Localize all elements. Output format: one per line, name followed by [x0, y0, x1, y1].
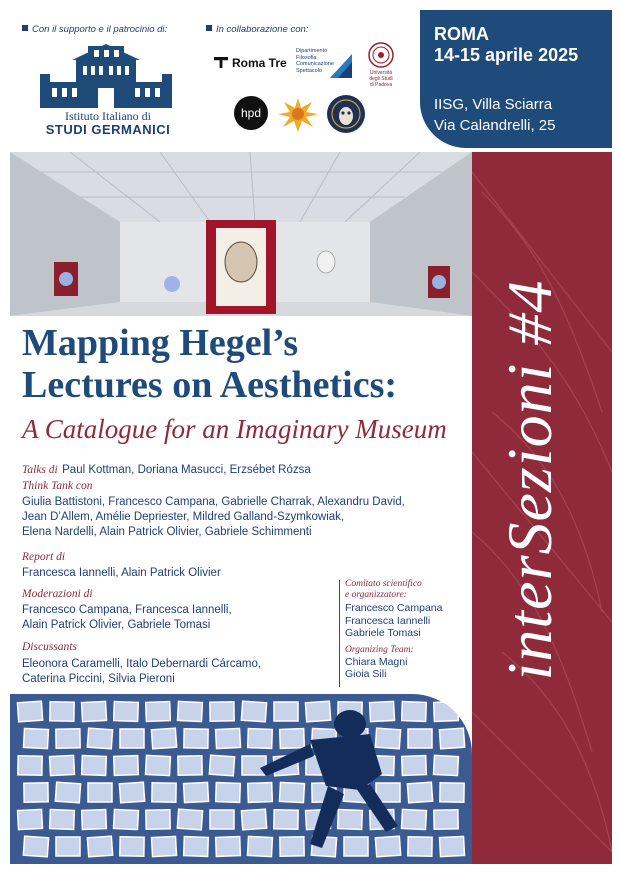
organizing-team-names	[345, 656, 470, 681]
think-tank-line1: Giulia Battistoni, Francesco Campana, Gabrielle Charrak, Alexandru David,	[22, 496, 405, 508]
team-member: Gioia Sili	[345, 668, 387, 680]
padova-line2: degli Studi	[369, 76, 393, 82]
talks-names: Paul Kottman, Doriana Masucci, Erzsébet Rózsa	[62, 464, 311, 476]
think-tank-label: Think Tank con	[22, 480, 93, 492]
photo-card	[56, 729, 80, 748]
event-date-box	[420, 10, 612, 148]
fil-line1: Dipartimento	[296, 48, 328, 54]
photo-card	[177, 701, 202, 721]
photo-card	[50, 702, 74, 721]
photo-card	[114, 756, 139, 776]
padova-seal-icon	[368, 42, 394, 68]
photo-card	[338, 810, 363, 830]
photo-card	[407, 782, 432, 803]
committee-label-line1: Comitato scientifico	[345, 579, 422, 589]
bullet-square-icon	[22, 25, 28, 31]
report-names: Francesca Iannelli, Alain Patrick Olivier	[22, 567, 221, 579]
photo-card	[17, 701, 42, 722]
fil-line4: Spettacolo	[296, 67, 322, 74]
think-tank-names	[22, 495, 405, 540]
team-member: Chiara Magni	[345, 655, 408, 668]
main-subtitle: A Catalogue for an Imaginary Museum	[22, 414, 447, 444]
photo-card	[433, 755, 458, 775]
photo-card	[82, 810, 107, 830]
discussants-line2: Caterina Piccini, Silvia Pieroni	[22, 673, 175, 685]
photo-card	[280, 837, 304, 856]
photo-card	[408, 837, 432, 856]
photo-card	[18, 809, 43, 829]
photo-card	[280, 729, 305, 749]
photo-card	[216, 783, 241, 803]
photo-card	[145, 755, 170, 775]
photo-card	[242, 756, 266, 775]
photo-card	[152, 836, 177, 856]
support-label-text: Con il supporto e il patrocinio di:	[32, 24, 168, 35]
photo-card	[146, 810, 170, 829]
photo-card	[146, 702, 171, 722]
photo-card	[23, 728, 48, 748]
photo-card	[434, 702, 459, 722]
padova-line1: Università	[369, 70, 393, 76]
discussants-names	[22, 657, 261, 687]
photo-card	[408, 729, 432, 748]
photo-card	[178, 756, 202, 775]
photo-card	[375, 728, 400, 749]
moderations-line1: Francesco Campana, Francesca Iannelli,	[22, 604, 232, 616]
organizing-team-label: Organizing Team:	[345, 644, 414, 655]
photo-card	[24, 783, 48, 802]
photo-card	[440, 783, 464, 802]
event-street: Via Calandrelli, 25	[434, 117, 556, 134]
hpd-text: hpd	[240, 106, 262, 120]
isg-name-line1: Istituto Italiano di	[65, 109, 151, 123]
photo-card	[247, 836, 272, 856]
photo-card	[279, 782, 304, 802]
think-tank-line2: Jean D’Allem, Amélie Depriester, Mildred Galland-Szymkowiak,	[22, 511, 345, 523]
committee-member: Francesco Campana	[345, 602, 443, 614]
committee-member: Francesca Iannelli	[345, 614, 431, 627]
photo-card	[274, 810, 298, 829]
photo-card	[82, 756, 107, 776]
atlas-photo-image	[10, 694, 472, 864]
photo-card	[402, 702, 427, 722]
collab-label-text: In collaborazione con:	[216, 24, 309, 35]
photo-card	[56, 837, 80, 856]
filosofia-triangle-icon	[330, 54, 352, 78]
photo-card	[177, 809, 202, 830]
photo-card	[82, 701, 107, 721]
photo-card	[50, 810, 75, 830]
padova-logo-text	[359, 70, 403, 88]
event-city: ROMA	[434, 24, 489, 44]
photo-card	[248, 783, 273, 803]
photo-card	[210, 702, 234, 721]
photo-card	[434, 810, 458, 829]
photo-card	[114, 702, 139, 722]
event-dates: 14-15 aprile 2025	[434, 45, 579, 65]
photo-card	[401, 809, 426, 829]
committee-member: Gabriele Tomasi	[345, 627, 421, 639]
main-title-line2: Lectures on Aesthetics:	[22, 364, 398, 406]
committee-block	[345, 579, 470, 681]
owl-society-logo-icon	[326, 94, 366, 134]
series-vertical-title: interSezioni #4	[494, 279, 565, 681]
photo-card	[87, 836, 112, 857]
photo-card	[305, 701, 330, 722]
photo-card	[402, 756, 427, 776]
photo-card	[241, 809, 266, 830]
main-title-line1: Mapping Hegel’s	[22, 322, 299, 364]
photo-card	[152, 783, 176, 802]
photo-card	[216, 837, 241, 857]
photo-card	[88, 783, 112, 802]
photo-card	[274, 702, 298, 721]
photo-card	[184, 782, 209, 802]
committee-divider	[339, 580, 340, 687]
photo-card	[248, 729, 273, 749]
roma-tre-mark-icon	[214, 57, 228, 68]
photo-card	[370, 701, 395, 721]
support-label	[22, 24, 167, 35]
roma-tre-logo	[214, 56, 287, 70]
talks-label: Talks di	[22, 464, 58, 476]
think-tank-line3: Elena Nardelli, Alain Patrick Olivier, Gabriele Schimmenti	[22, 526, 312, 538]
committee-names	[345, 602, 470, 640]
bullet-square-icon	[206, 25, 212, 31]
isg-name	[34, 110, 182, 136]
photo-card	[210, 810, 234, 829]
discussants-line1: Eleonora Caramelli, Italo Debernardi Cárcamo,	[22, 658, 262, 670]
moderations-label: Moderazioni di	[22, 588, 93, 600]
photo-card	[55, 782, 80, 803]
photo-card	[113, 809, 138, 829]
report-label: Report di	[22, 551, 66, 563]
photo-card	[344, 837, 368, 856]
photo-card	[50, 755, 75, 775]
moderations-names	[22, 603, 232, 633]
talks-row	[22, 460, 311, 478]
fil-line3: Comunicazione	[296, 61, 334, 67]
photo-card	[120, 729, 144, 748]
photo-card	[23, 836, 48, 857]
photo-card	[440, 836, 465, 856]
photo-card	[151, 728, 176, 749]
moderations-line2: Alain Patrick Olivier, Gabriele Tomasi	[22, 619, 211, 631]
photo-card	[87, 728, 112, 749]
photo-card	[375, 836, 400, 857]
photo-card	[184, 729, 208, 748]
roma-tre-text: Roma Tre	[232, 56, 287, 70]
isg-name-line2: STUDI GERMANICI	[45, 122, 171, 137]
event-venue: IISG, Villa Sciarra	[434, 96, 553, 113]
photo-card	[18, 756, 42, 775]
photo-card	[119, 782, 144, 803]
photo-card	[184, 837, 209, 857]
photo-card	[439, 728, 464, 749]
hpd-logo	[234, 96, 268, 130]
virtual-gallery-image	[10, 152, 472, 316]
fil-line2: Filosofia	[296, 54, 317, 61]
photo-card	[120, 837, 144, 856]
photo-card	[216, 728, 241, 748]
collab-label	[206, 24, 308, 35]
photo-card	[241, 701, 266, 722]
photo-card	[209, 755, 234, 776]
discussants-label: Discussants	[22, 641, 77, 653]
padova-line3: di Padova	[369, 82, 393, 88]
committee-label-line2: e organizzatore:	[345, 590, 407, 600]
sun-splash-logo-icon	[276, 94, 320, 134]
